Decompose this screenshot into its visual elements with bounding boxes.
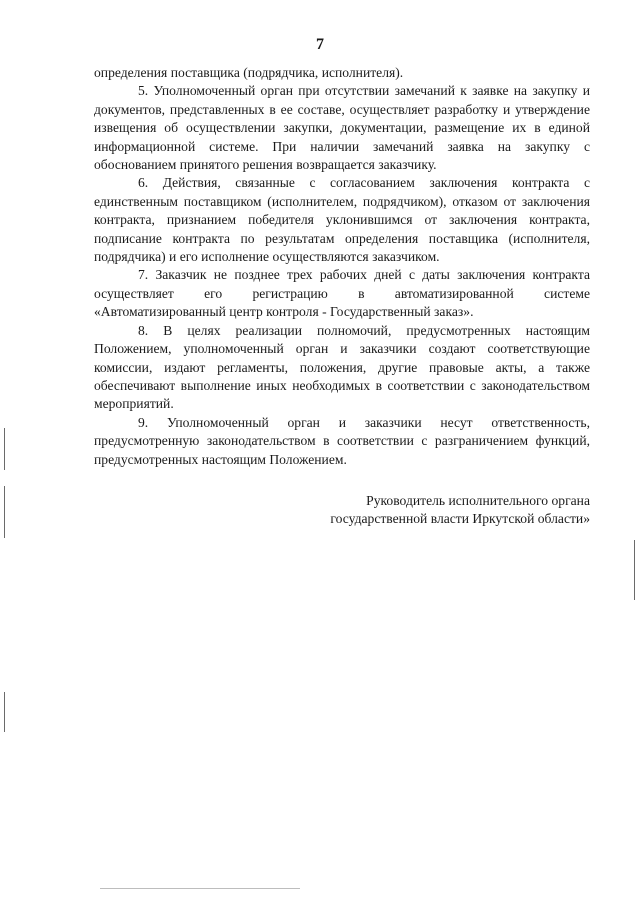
scan-mark-left-1 (4, 428, 5, 470)
scan-mark-bottom (100, 888, 300, 889)
signature-line-2: государственной власти Иркутской области» (330, 511, 590, 527)
document-body (94, 64, 590, 469)
paragraph-continuation: определения поставщика (подрядчика, исполнителя). (94, 65, 404, 80)
paragraph-item-5: 5. Уполномоченный орган при отсутствии замечаний к заявке на закупку и документов, представленных в ее составе, осуществляет разработку и утверждение извещения об осуществлении закупки, документации, размещение их в единой информационной системе. При наличии замечаний заявка на закупку с обоснованием принятого решения возвращается заказчику. (94, 83, 590, 173)
scan-mark-right-1 (634, 540, 635, 600)
signature-block (330, 492, 590, 529)
paragraph-item-9: 9. Уполномоченный орган и заказчики несут ответственность, предусмотренную законодательством в соответствии с разграничением функций, предусмотренных настоящим Положением. (94, 414, 590, 467)
scan-mark-left-3 (4, 692, 5, 732)
page-number: 7 (316, 36, 324, 53)
paragraph-item-8: 8. В целях реализации полномочий, предусмотренных настоящим Положением, уполномоченный орган и заказчики создают соответствующие комиссии, издают регламенты, положения, другие правовые акты, а также обеспечивают выполнение иных необходимых в соответствии с законодательством мероприятий. (94, 322, 590, 412)
paragraph-item-7: 7. Заказчик не позднее трех рабочих дней с даты заключения контракта осуществляет его регистрацию в автоматизированной системе «Автоматизированный центр контроля - Государственный заказ». (94, 267, 590, 320)
scan-mark-left-2 (4, 486, 5, 538)
signature-line-1: Руководитель исполнительного органа (366, 493, 590, 508)
paragraph-item-6: 6. Действия, связанные с согласованием заключения контракта с единственным поставщиком (исполнителем, подрядчиком), отказом от заключения контракта, признанием победителя уклонившимся от заключения контракта, подписание контракта по результатам определения поставщика (исполнителя, подрядчика) и его исполнение осуществляются заказчиком. (94, 175, 590, 265)
